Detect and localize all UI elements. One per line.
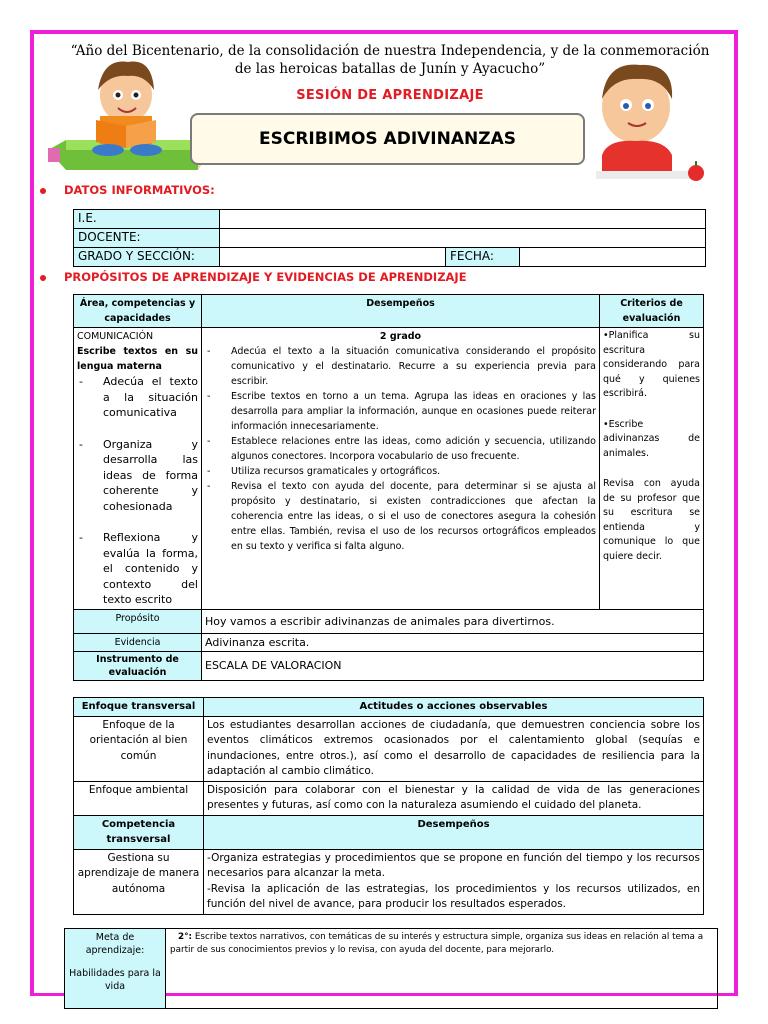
session-title: ESCRIBIMOS ADIVINANZAS xyxy=(259,129,516,149)
competencia-desempenos xyxy=(204,849,704,914)
col-area-header: Área, competencias y capacidades xyxy=(74,295,202,328)
session-label: SESIÓN DE APRENDIZAJE xyxy=(296,88,484,103)
criterio-item: •Planifica su escritura considerando para qué y quienes escribirá. xyxy=(603,330,700,399)
comp-desempenos-col-header: Desempeños xyxy=(204,815,704,849)
desempeno-item: - Adecúa el texto a la situación comunicativa considerando el propósito comunicativo y el destinatario. Recurre a su experiencia previa para escribir. xyxy=(205,344,596,389)
habilidades-label: Habilidades para la vida xyxy=(69,968,161,992)
datos-heading xyxy=(40,183,215,197)
enfoques-table xyxy=(73,697,704,915)
instrumento-value: ESCALA DE VALORACION xyxy=(202,651,704,680)
actitudes-col-header: Actitudes o acciones observables xyxy=(204,698,704,717)
docente-label: DOCENTE: xyxy=(74,229,220,248)
meta-label-cell xyxy=(65,929,166,1009)
quote-line-2: de las heroicas batallas de Junín y Ayacucho” xyxy=(234,61,546,77)
capacidad-item: - Organiza y desarrolla las ideas de forma coherente y cohesionada xyxy=(77,437,198,515)
desempenos-cell xyxy=(202,328,600,610)
docente-value xyxy=(220,229,706,248)
competencia-col-header: Competencia transversal xyxy=(74,815,204,849)
area-cell xyxy=(74,328,202,610)
meta-table xyxy=(64,928,718,1009)
col-criterios-header: Criterios de evaluación xyxy=(600,295,704,328)
desempeno-item: - Escribe textos en torno a un tema. Agrupa las ideas en oraciones y las desarrolla para ampliar la información, aunque en ocasiones puede reiterar información innecesariamente. xyxy=(205,389,596,434)
propositos-heading xyxy=(40,270,467,284)
grado-label: 2 grado xyxy=(379,331,422,342)
capacidades-list xyxy=(77,374,198,608)
desempenos-list xyxy=(205,344,596,554)
desempeno-item: - Utiliza recursos gramaticales y ortográficos. xyxy=(205,464,596,479)
instrumento-label: Instrumento de evaluación xyxy=(74,651,202,680)
capacidad-item: - Reflexiona y evalúa la forma, el contenido y contexto del texto escrito xyxy=(77,530,198,608)
grado-label: GRADO Y SECCIÓN: xyxy=(74,248,220,267)
enfoque-col-header: Enfoque transversal xyxy=(74,698,204,717)
meta-label: Meta de aprendizaje: xyxy=(85,932,145,956)
competencia-label: Gestiona su aprendizaje de manera autónoma xyxy=(74,849,204,914)
proposito-value: Hoy vamos a escribir adivinanzas de animales para divertirnos. xyxy=(202,609,704,633)
evidencia-label: Evidencia xyxy=(74,633,202,651)
fecha-label: FECHA: xyxy=(446,248,520,267)
criterio-item: •Escribe adivinanzas de animales. xyxy=(603,418,700,459)
meta-value-cell xyxy=(166,929,718,1009)
bullet-icon xyxy=(40,275,46,281)
quote-line-1: “Año del Bicentenario, de la consolidación de nuestra Independencia, y de la conmemoración xyxy=(70,43,710,59)
bullet-icon xyxy=(40,188,46,194)
meta-grado: 2°: xyxy=(178,932,193,942)
ie-label: I.E. xyxy=(74,210,220,229)
datos-heading-text: DATOS INFORMATIVOS: xyxy=(64,183,215,197)
criterio-item: Revisa con ayuda de su profesor que su escritura se entienda y comunique lo que quiere decir. xyxy=(603,478,700,562)
desempeno-item: - Establece relaciones entre las ideas, como adición y secuencia, utilizando algunos conectores. Incorpora vocabulario de uso frecuente. xyxy=(205,434,596,464)
meta-text: Escribe textos narrativos, con temáticas de su interés y estructura simple, organiza sus ideas en relación al tema a partir de sus conocimientos previos y lo revisa, con ayuda del docente, para mejorarlo. xyxy=(170,932,704,955)
propositos-heading-text: PROPÓSITOS DE APRENDIZAJE Y EVIDENCIAS DE APRENDIZAJE xyxy=(64,270,467,284)
competencia: Escribe textos en su lengua materna xyxy=(77,346,198,372)
capacidad-item: - Adecúa el texto a la situación comunicativa xyxy=(77,374,198,421)
enfoque-bien-comun-value: Los estudiantes desarrollan acciones de ciudadanía, que demuestren conciencia sobre los eventos climáticos extremos ocasionados por el calentamiento global (sequías e inundaciones, entre otros.), así como el desarrollo de capacidades de resiliencia para la adaptación al cambio climático. xyxy=(204,716,704,781)
ie-value xyxy=(220,210,706,229)
enfoque-bien-comun-label: Enfoque de la orientación al bien común xyxy=(74,716,204,781)
propositos-table xyxy=(73,294,704,681)
session-title-box xyxy=(190,113,585,165)
datos-table xyxy=(73,209,706,267)
criterios-cell xyxy=(600,328,704,610)
comp-line-1: -Organiza estrategias y procedimientos que se propone en función del tiempo y los recursos necesarios para alcanzar la meta. xyxy=(207,851,700,879)
evidencia-value: Adivinanza escrita. xyxy=(202,633,704,651)
boy-reading-illustration xyxy=(48,50,208,180)
area-name: COMUNICACIÓN xyxy=(77,331,154,342)
grado-value xyxy=(220,248,446,267)
col-desempenos-header: Desempeños xyxy=(202,295,600,328)
enfoque-ambiental-label: Enfoque ambiental xyxy=(74,781,204,815)
proposito-label: Propósito xyxy=(74,609,202,633)
desempeno-item: - Revisa el texto con ayuda del docente, para determinar si se ajusta al propósito y destinatario, si existen contradicciones que afectan la coherencia entre las ideas, o si el uso de conectores asegura la cohesión entre ellas. También, revisa el uso de los recursos ortográficos empleados en su texto y verifica si falta alguno. xyxy=(205,479,596,554)
comp-line-2: -Revisa la aplicación de las estrategias, los procedimientos y los recursos utilizados, en función del nivel de avance, para producir los resultados esperados. xyxy=(207,882,700,910)
boy-writing-illustration xyxy=(588,55,713,185)
fecha-value xyxy=(520,248,706,267)
enfoque-ambiental-value: Disposición para colaborar con el bienestar y la calidad de vida de las generaciones presentes y futuras, así como con la naturaleza asumiendo el cuidado del planeta. xyxy=(204,781,704,815)
